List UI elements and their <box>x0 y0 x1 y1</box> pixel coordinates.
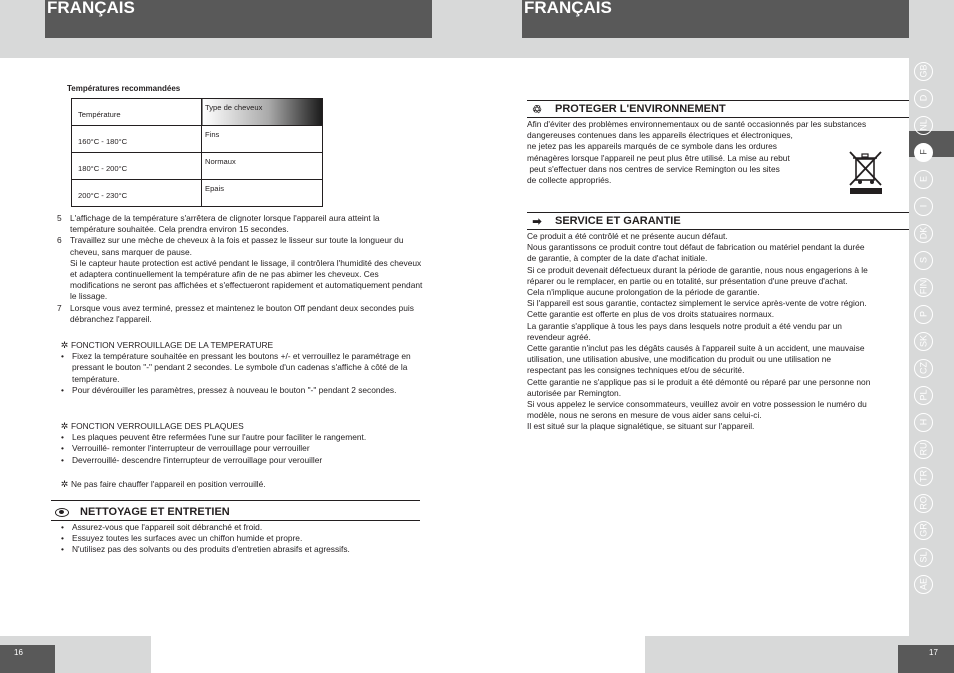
page-number-left: 16 <box>0 645 55 673</box>
page-title-right: FRANÇAIS <box>522 0 909 38</box>
section-divider <box>527 212 909 213</box>
text-line: Ce produit a été contrôlé et ne présente aucun défaut. <box>527 231 728 241</box>
language-tab-e[interactable]: E <box>914 170 933 189</box>
language-tab-d[interactable]: D <box>914 89 933 108</box>
text-line: utilisation, une utilisation abusive, une modification du produit ou une utilisation ne <box>527 354 832 365</box>
section-divider <box>51 520 420 521</box>
language-tab-pl[interactable]: PL <box>914 386 933 405</box>
temperature-table-title: Températures recommandées <box>67 84 181 93</box>
text-line: ne jetez pas les appareils marqués de ce symbole dans les ordures <box>527 141 777 152</box>
list-item: • Assurez-vous que l'appareil soit débranché et froid. <box>61 522 263 532</box>
lock-plates-section: ✲ FONCTION VERROUILLAGE DES PLAQUES • Les plaques peuvent être refermées l'une sur l'autre pour faciliter le rangement. • Verrouillé- remonter l'interrupteur de verrouillage pour verrouiller • Deverrouillé- descendre l'interrupteur de verrouillage pour verouiller <box>60 421 422 466</box>
cleaning-list <box>60 522 422 556</box>
language-tab-nl[interactable]: NL <box>914 116 933 135</box>
text-line: réparer ou le remplacer, en partie ou en totalité, sur présentation d'une preuve d'achat. <box>527 275 848 286</box>
language-tab-i[interactable]: I <box>914 197 933 216</box>
language-tab-h[interactable]: H <box>914 413 933 432</box>
section-divider <box>527 100 909 101</box>
text-line: Afin d'éviter des problèmes environnementaux ou de santé occasionnés par les substances <box>527 119 867 129</box>
text-line: La garantie s'applique à tous les pays dans lesquels notre produit a été vendu par un <box>527 320 842 331</box>
text-line: Si vous appelez le service consommateurs, veuillez avoir en votre possession le numéro du <box>527 399 867 410</box>
arrow-right-icon: ➡ <box>532 216 542 228</box>
text-line: Cette garantie est offerte en plus de vos droits statuaires normaux. <box>527 309 775 320</box>
text-line: Si l'appareil est sous garantie, contactez simplement le service après-vente de votre région. <box>527 298 867 309</box>
text-line: Cette garantie ne s'applique pas si le produit a été démonté ou réparé par une personne non <box>527 376 871 387</box>
table-cell: 180°C - 200°C <box>72 153 202 180</box>
text-line: Il est situé sur la plaque signalétique, se situant sur l'appareil. <box>527 421 755 432</box>
text-line: Cela n'implique aucune prolongation de la période de garantie. <box>527 287 760 298</box>
text-line: de garantie, à compter de la date d'achat initiale. <box>527 253 708 264</box>
table-cell: Fins <box>202 126 323 153</box>
language-tab-f[interactable]: F <box>914 143 933 162</box>
text-line: dangereuses contenues dans les appareils électriques et électroniques, <box>527 130 793 141</box>
text-line: de collecte appropriés. <box>527 175 612 186</box>
gear-icon: ✲ <box>60 479 69 489</box>
list-item: • Pour dévérouiller les paramètres, pressez à nouveau le bouton "-" pendant 2 secondes. <box>61 384 397 395</box>
text-line: revendeur agréé. <box>527 331 591 342</box>
text-line: Si ce produit devenait défectueux durant la période de garantie, nous nous engagerions à le <box>527 264 868 275</box>
warranty-text <box>527 231 909 433</box>
table-header-hair-type: Type de cheveux <box>202 99 323 126</box>
step-item: 5 L'affichage de la température s'arrêtera de clignoter lorsque l'appareil aura atteint la température souhaitée. Cela prendra environ 15 secondes. <box>57 213 380 235</box>
language-tab-dk[interactable]: DK <box>914 224 933 243</box>
page-title-left: FRANÇAIS <box>45 0 432 38</box>
table-cell: Epais <box>202 180 323 207</box>
language-tab-p[interactable]: P <box>914 305 933 324</box>
list-item: • Deverrouillé- descendre l'interrupteur de verrouillage pour verouiller <box>61 454 323 465</box>
language-tab-gr[interactable]: GR <box>914 521 933 540</box>
language-tab-gb[interactable]: GB <box>914 62 933 81</box>
list-item: • Fixez la température souhaitée en pressant les boutons +/- et verrouillez le paramétrage en pressant le bouton "-" pendant 2 secondes. Le symbole d'un cadenas s'affiche à côté de la température. <box>61 351 411 384</box>
language-tab-ae[interactable]: AE <box>914 575 933 594</box>
language-tab-cz[interactable]: CZ <box>914 359 933 378</box>
text-line: peut s'effectuer dans nos centres de service Remington ou les sites <box>527 163 780 174</box>
instruction-steps <box>57 213 423 325</box>
cleaning-section-title: NETTOYAGE ET ENTRETIEN <box>55 506 230 519</box>
table-header-temperature: Température <box>72 99 202 126</box>
gear-icon: ✲ <box>60 340 69 350</box>
page-number-right: 17 <box>898 645 954 673</box>
language-tab-sk[interactable]: SK <box>914 332 933 351</box>
step-item: 7 Lorsque vous avez terminé, pressez et maintenez le bouton Off pendant deux secondes puis débranchez l'appareil. <box>57 302 414 324</box>
table-cell: Normaux <box>202 153 323 180</box>
section-divider <box>527 229 909 230</box>
weee-crossed-bin-icon <box>848 149 884 195</box>
list-item: • Verrouillé- remonter l'interrupteur de verrouillage pour verrouiller <box>61 443 310 454</box>
text-line: ménagères lorsque l'appareil ne peut plus être utilisé. La mise au rebut <box>527 152 790 163</box>
eye-icon <box>55 508 69 517</box>
temperature-table <box>71 98 323 207</box>
list-item: • N'utilisez pas des solvants ou des produits d'entretien abrasifs et agressifs. <box>61 544 350 555</box>
language-tab-ro[interactable]: RO <box>914 494 933 513</box>
list-item: • Les plaques peuvent être refermées l'une sur l'autre pour faciliter le rangement. <box>61 432 367 443</box>
text-line: Cette garantie n'inclut pas les dégâts causés à l'appareil suite à un accident, une mauvaise <box>527 343 865 354</box>
lock-temperature-section: ✲ FONCTION VERROUILLAGE DE LA TEMPERATURE • Fixez la température souhaitée en pressant les boutons +/- et verrouillez le paramétrage en pressant le bouton "-" pendant 2 secondes. Le symbole d'un cadenas s'affiche à côté de la température. • Pour dévérouiller les paramètres, pressez à nouveau le bouton "-" pendant 2 secondes. <box>60 340 422 396</box>
language-tab-ru[interactable]: RU <box>914 440 933 459</box>
text-line: modèle, nous ne serons en mesure de vous aider sans celui-ci. <box>527 410 762 421</box>
warning-note: ✲ Ne pas faire chauffer l'appareil en position verrouillé. <box>60 479 266 489</box>
environment-section-title: ♲ PROTEGER L'ENVIRONNEMENT <box>530 103 726 116</box>
language-tab-tr[interactable]: TR <box>914 467 933 486</box>
text-line: Nous garantissons ce produit contre tout défaut de fabrication ou matériel pendant la durée <box>527 242 865 253</box>
text-line: autorisée par Remington. <box>527 387 622 398</box>
section-divider <box>51 500 420 501</box>
recycle-icon: ♲ <box>532 104 542 116</box>
language-tab-fin[interactable]: FIN <box>914 278 933 297</box>
warranty-section-title: ➡ SERVICE ET GARANTIE <box>530 215 681 228</box>
gear-icon: ✲ <box>60 421 69 431</box>
list-item: • Essuyez toutes les surfaces avec un chiffon humide et propre. <box>61 533 303 544</box>
table-cell: 160°C - 180°C <box>72 126 202 153</box>
language-tab-s[interactable]: S <box>914 251 933 270</box>
step-item: 6 Travaillez sur une mèche de cheveux à la fois et passez le lisseur sur toute la longueur du cheveu, sans marquer de pause. Si le capteur haute protection est activé pendant le lissage, il contrôlera l'humidité des cheveux et adaptera continuellement la température afin de ne pas abimer les cheveux. Ces modifications ne seront pas affichées et s'effectueront rapidement et automatiquement pendant le lissage. <box>57 235 423 302</box>
section-divider <box>527 117 909 118</box>
table-cell: 200°C - 230°C <box>72 180 202 207</box>
text-line: respectant pas les consignes techniques et/ou de sécurité. <box>527 365 745 376</box>
language-tab-sl[interactable]: SL <box>914 548 933 567</box>
